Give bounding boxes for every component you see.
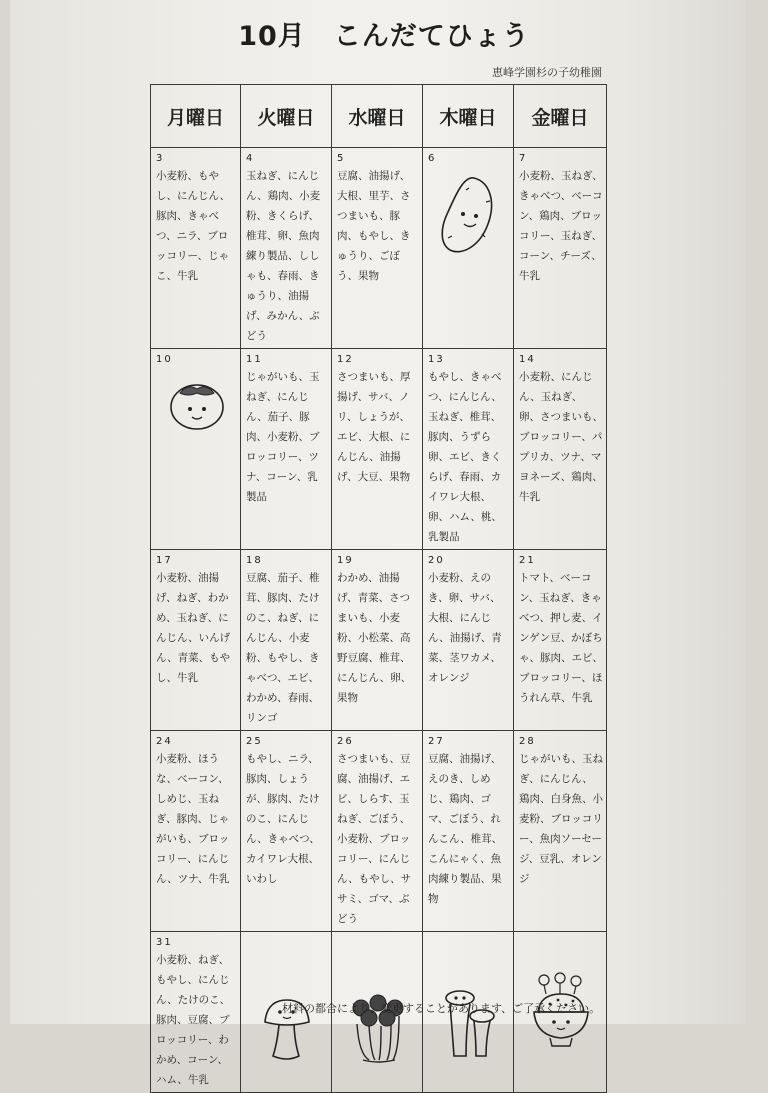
ingredient-list: もやし、きゃべつ、にんじん、玉ねぎ、椎茸、豚肉、うずら卵、エビ、きくらげ、春雨、カイワレ大根、卵、ハム、桃、乳製品: [428, 371, 502, 543]
day-cell: [514, 349, 607, 550]
day-number: 5: [337, 153, 346, 164]
day-number: 10: [156, 354, 173, 365]
ingredient-list: じゃがいも、玉ねぎ、にんじん、茄子、豚肉、小麦粉、ブロッコリー、ツナ、コーン、乳製品: [246, 371, 320, 503]
day-number: 7: [519, 153, 528, 164]
weekday-header: 火曜日: [241, 85, 332, 148]
ingredient-list: 小麦粉、もやし、にんじん、豚肉、きゃべつ、ニラ、ブロッコリー、じゃこ、牛乳: [156, 170, 231, 282]
day-number: 24: [156, 736, 173, 747]
day-number: 6: [428, 153, 437, 164]
day-number: 13: [428, 354, 445, 365]
day-cell: [151, 349, 241, 550]
day-cell: [241, 349, 332, 550]
day-number: 19: [337, 555, 354, 566]
day-cell: [514, 731, 607, 932]
menu-table: [150, 84, 607, 1093]
ingredient-list: 小麦粉、えのき、卵、サバ、大根、にんじん、油揚げ、青菜、茎ワカメ、オレンジ: [428, 572, 502, 684]
day-number: 27: [428, 736, 445, 747]
ingredient-list: トマト、ベーコン、玉ねぎ、きゃべつ、押し麦、インゲン豆、かぼちゃ、豚肉、エビ、ブロッコリー、ほうれん草、牛乳: [519, 572, 603, 704]
day-cell: [423, 349, 514, 550]
day-number: 11: [246, 354, 263, 365]
weekday-header: 木曜日: [423, 85, 514, 148]
day-number: 12: [337, 354, 354, 365]
day-cell: [151, 731, 241, 932]
ingredient-list: 豆腐、油揚げ、えのき、しめじ、鶏肉、ゴマ、ごぼう、れんこん、椎茸、こんにゃく、魚肉練り製品、果物: [428, 753, 503, 905]
day-cell: [241, 148, 332, 349]
day-number: 25: [246, 736, 263, 747]
day-number: 4: [246, 153, 255, 164]
day-cell: [423, 550, 514, 731]
ingredient-list: さつまいも、厚揚げ、サバ、ノリ、しょうが、エビ、大根、にんじん、油揚げ、大豆、果物: [337, 371, 411, 483]
weekday-header: 月曜日: [151, 85, 241, 148]
week-row: [151, 148, 607, 349]
ingredient-list: 小麦粉、にんじん、玉ねぎ、卵、さつまいも、ブロッコリー、パプリカ、ツナ、マヨネーズ、鶏肉、牛乳: [519, 371, 603, 503]
persimmon-icon: [166, 373, 228, 433]
ingredient-list: じゃがいも、玉ねぎ、にんじん、鶏肉、白身魚、小麦粉、ブロッコリー、魚肉ソーセージ、豆乳、オレンジ: [519, 753, 603, 885]
eringi-icon: [438, 988, 500, 1060]
ingredient-list: 豆腐、油揚げ、大根、里芋、さつまいも、豚肉、もやし、きゅうり、ごぼう、果物: [337, 170, 411, 282]
ingredient-list: わかめ、油揚げ、青菜、さつまいも、小麦粉、小松菜、高野豆腐、椎茸、にんじん、卵、果物: [337, 572, 412, 704]
day-number: 3: [156, 153, 165, 164]
day-cell: [241, 731, 332, 932]
week-row: [151, 349, 607, 550]
ingredient-list: 豆腐、茄子、椎茸、豚肉、たけのこ、ねぎ、にんじん、小麦粉、もやし、きゃべつ、エビ、わかめ、春雨、リンゴ: [246, 572, 320, 724]
day-number: 21: [519, 555, 536, 566]
ingredient-list: 小麦粉、ほうな、ベーコン、しめじ、玉ねぎ、豚肉、じゃがいも、ブロッコリー、にんじん、ツナ、牛乳: [156, 753, 230, 885]
day-cell: [423, 731, 514, 932]
ingredient-list: 小麦粉、ねぎ、もやし、にんじん、たけのこ、豚肉、豆腐、ブロッコリー、わかめ、コーン、ハム、牛乳: [156, 954, 231, 1086]
day-cell: [514, 550, 607, 731]
school-name: 恵峰学園杉の子幼稚園: [492, 66, 602, 79]
day-cell: [241, 550, 332, 731]
week-row: [151, 550, 607, 731]
weekday-header: 金曜日: [514, 85, 607, 148]
day-cell: [423, 148, 514, 349]
day-cell: [332, 148, 423, 349]
day-number: 26: [337, 736, 354, 747]
day-cell: [151, 148, 241, 349]
day-cell: [514, 148, 607, 349]
week-row: [151, 731, 607, 932]
footnote: 材料の都合により、変更することがあります、ご了承ください。: [282, 1002, 601, 1015]
ingredient-list: 玉ねぎ、にんじん、鶏肉、小麦粉、きくらげ、椎茸、卵、魚肉練り製品、ししゃも、春雨、きゅうり、油揚げ、みかん、ぶどう: [246, 170, 321, 342]
ingredient-list: 小麦粉、油揚げ、ねぎ、わかめ、玉ねぎ、にんじん、いんげん、青菜、もやし、牛乳: [156, 572, 231, 684]
day-number: 14: [519, 354, 536, 365]
sweet-potato-icon: [436, 172, 502, 258]
day-cell: [151, 932, 241, 1093]
day-number: 17: [156, 555, 173, 566]
ingredient-list: 小麦粉、玉ねぎ、きゃべつ、ベーコン、鶏肉、ブロッコリー、玉ねぎ、コーン、チーズ、牛乳: [519, 170, 603, 282]
day-number: 28: [519, 736, 536, 747]
weekday-header-row: [151, 85, 607, 148]
day-cell: [151, 550, 241, 731]
day-number: 31: [156, 937, 173, 948]
day-number: 18: [246, 555, 263, 566]
page-title: 10月 こんだてひょう: [238, 21, 530, 52]
ingredient-list: さつまいも、豆腐、油揚げ、エビ、しらす、玉ねぎ、ごぼう、小麦粉、ブロッコリー、にんじん、もやし、ササミ、ゴマ、ぶどう: [337, 753, 412, 925]
day-cell: [332, 550, 423, 731]
day-number: 20: [428, 555, 445, 566]
weekday-header: 水曜日: [332, 85, 423, 148]
day-cell: [332, 731, 423, 932]
ingredient-list: もやし、ニラ、豚肉、しょうが、豚肉、たけのこ、にんじん、きゃべつ、カイワレ大根、いわし: [246, 753, 320, 885]
day-cell: [332, 349, 423, 550]
